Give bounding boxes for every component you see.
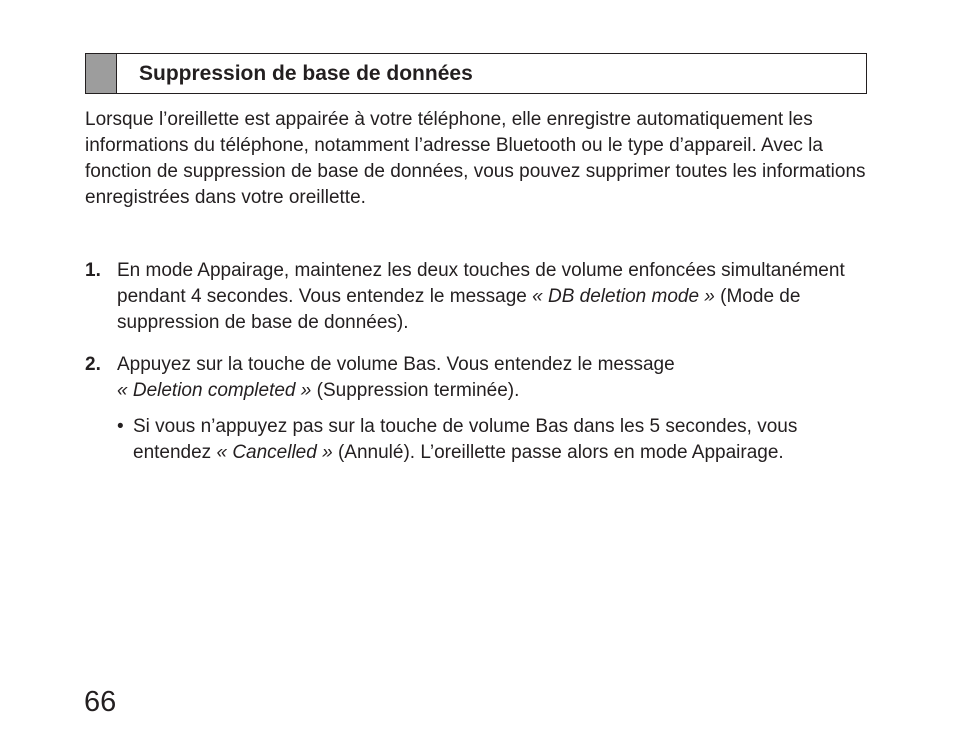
section-header	[85, 53, 867, 94]
step-number: 2.	[85, 354, 101, 375]
step-text-part: (Mode de suppression de base de données).	[117, 286, 801, 333]
bullet-icon: •	[117, 416, 124, 437]
section-title: Suppression de base de données	[139, 62, 473, 85]
step-2	[85, 352, 875, 404]
step-text-part: (Suppression terminée).	[311, 380, 520, 401]
step-message: « Deletion completed »	[117, 380, 312, 401]
step-1	[85, 258, 875, 336]
bullet-text-part: (Annulé). L’oreillette passe alors en mode Appairage.	[332, 442, 784, 463]
step-text	[117, 352, 875, 404]
step-text	[117, 258, 875, 336]
step-text-part: En mode Appairage, maintenez les deux touches de volume enfoncées simultanément pendant 4 secondes. Vous entendez le message	[117, 260, 845, 307]
step-text-part: Appuyez sur la touche de volume Bas. Vous entendez le message	[117, 354, 675, 375]
section-marker	[86, 54, 117, 93]
bullet-note	[117, 414, 877, 466]
intro-paragraph: Lorsque l’oreillette est appairée à votre téléphone, elle enregistre automatiquement les informations du téléphone, notamment l’adresse Bluetooth ou le type d’appareil. Avec la fonction de suppression de base de données, vous pouvez supprimer toutes les informations enregistrées dans votre oreillette.	[85, 109, 866, 208]
bullet-text-part: Si vous n’appuyez pas sur la touche de volume Bas dans les 5 secondes, vous entendez	[133, 416, 798, 463]
bullet-text	[133, 414, 877, 466]
page-number: 66	[84, 686, 117, 718]
step-message: « DB deletion mode »	[532, 286, 715, 307]
step-number: 1.	[85, 260, 101, 281]
bullet-message: « Cancelled »	[216, 442, 333, 463]
